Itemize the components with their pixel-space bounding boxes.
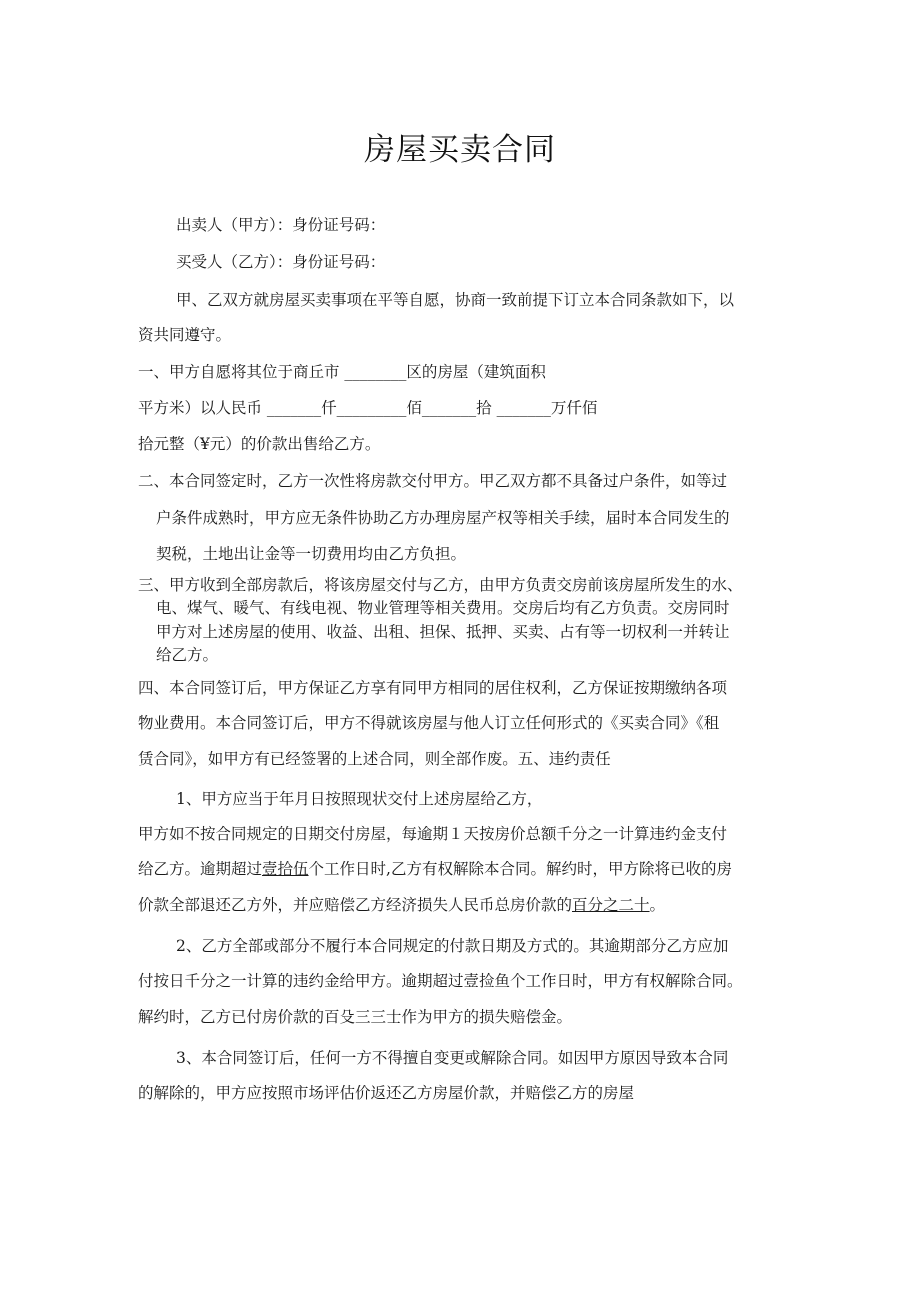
clause-4-line-2: 物业费用。本合同签订后，甲方不得就该房屋与他人订立任何形式的《买卖合同》《租	[138, 714, 720, 732]
seller-line: 出卖人（甲方）：身份证号码：	[176, 216, 386, 234]
clause-2-line-2: 户条件成熟时，甲方应无条件协助乙方办理房屋产权等相关手续，届时本合同发生的	[156, 509, 730, 527]
breach-1-line-3-a: 给乙方。逾期超过	[138, 860, 263, 878]
breach-2-line-2: 付按日千分之一计算的违约金给甲方。逾期超过壹捡鱼个工作日时，甲方有权解除合同。	[138, 972, 743, 990]
underlined-percent-text: 百分之二十	[572, 896, 650, 914]
breach-2-line-3: 解约时，乙方已付房价款的百殳三三士作为甲方的损失赔偿金。	[138, 1008, 573, 1026]
clause-3-line-3: 甲方对上述房屋的使用、收益、出租、担保、抵押、买卖、占有等一切权利一并转让	[156, 623, 730, 641]
breach-1-line-1: 1、甲方应当于年月日按照现状交付上述房屋给乙方，	[176, 790, 543, 808]
buyer-line: 买受人（乙方）：身份证号码：	[176, 253, 386, 271]
preamble-line-1: 甲、乙双方就房屋买卖事项在平等自愿，协商一致前提下订立本合同条款如下，以	[176, 291, 735, 309]
clause-3-line-2: 电、煤气、暖气、有线电视、物业管理等相关费用。交房后均有乙方负责。交房同时	[156, 599, 730, 617]
breach-1-line-3	[138, 859, 732, 879]
breach-1-line-2: 甲方如不按合同规定的日期交付房屋，每逾期１天按房价总额千分之一计算违约金支付	[138, 825, 728, 843]
clause-4-line-1: 四、本合同签订后，甲方保证乙方享有同甲方相同的居住权利，乙方保证按期缴纳各项	[138, 679, 728, 697]
breach-2-line-1: 2、乙方全部或部分不履行本合同规定的付款日期及方式的。其逾期部分乙方应加	[176, 937, 729, 955]
clause-2-line-3: 契税，土地出让金等一切费用均由乙方负担。	[156, 545, 467, 563]
breach-1-line-3-b: 个工作日时,乙方有权解除本合同。解约时，甲方除将已收的房	[308, 860, 732, 878]
breach-3-line-1: 3、本合同签订后，任何一方不得擅自变更或解除合同。如因甲方原因导致本合同	[176, 1049, 729, 1067]
breach-1-line-4-b: 。	[649, 896, 666, 914]
clause-1-line-3: 拾元整（¥元）的价款出售给乙方。	[138, 435, 381, 453]
breach-3-line-2: 的解除的，甲方应按照市场评估价返还乙方房屋价款，并赔偿乙方的房屋	[138, 1084, 635, 1102]
clause-3-line-1: 三、甲方收到全部房款后，将该房屋交付与乙方，由甲方负责交房前该房屋所发生的水、	[138, 576, 743, 594]
preamble-line-2: 资共同遵守。	[138, 326, 232, 344]
underlined-days-text: 壹拾伍	[262, 860, 309, 878]
clause-2-line-1: 二、本合同签定时，乙方一次性将房款交付甲方。甲乙双方都不具备过户条件，如等过	[138, 472, 728, 490]
clause-1-line-1: 一、甲方自愿将其位于商丘市 ________区的房屋（建筑面积	[138, 363, 546, 381]
clause-3-line-4: 给乙方。	[156, 646, 219, 664]
breach-1-line-4	[138, 895, 665, 915]
breach-1-line-4-a: 价款全部退还乙方外，并应赔偿乙方经济损失人民币总房价款的	[138, 896, 573, 914]
clause-1-line-2: 平方米）以人民币 _______仟_________佰_______拾 _______万仟佰	[138, 399, 598, 417]
document-title: 房屋买卖合同	[364, 132, 556, 168]
clause-4-line-3: 赁合同》，如甲方有已经签署的上述合同，则全部作废。五、违约责任	[138, 750, 611, 768]
